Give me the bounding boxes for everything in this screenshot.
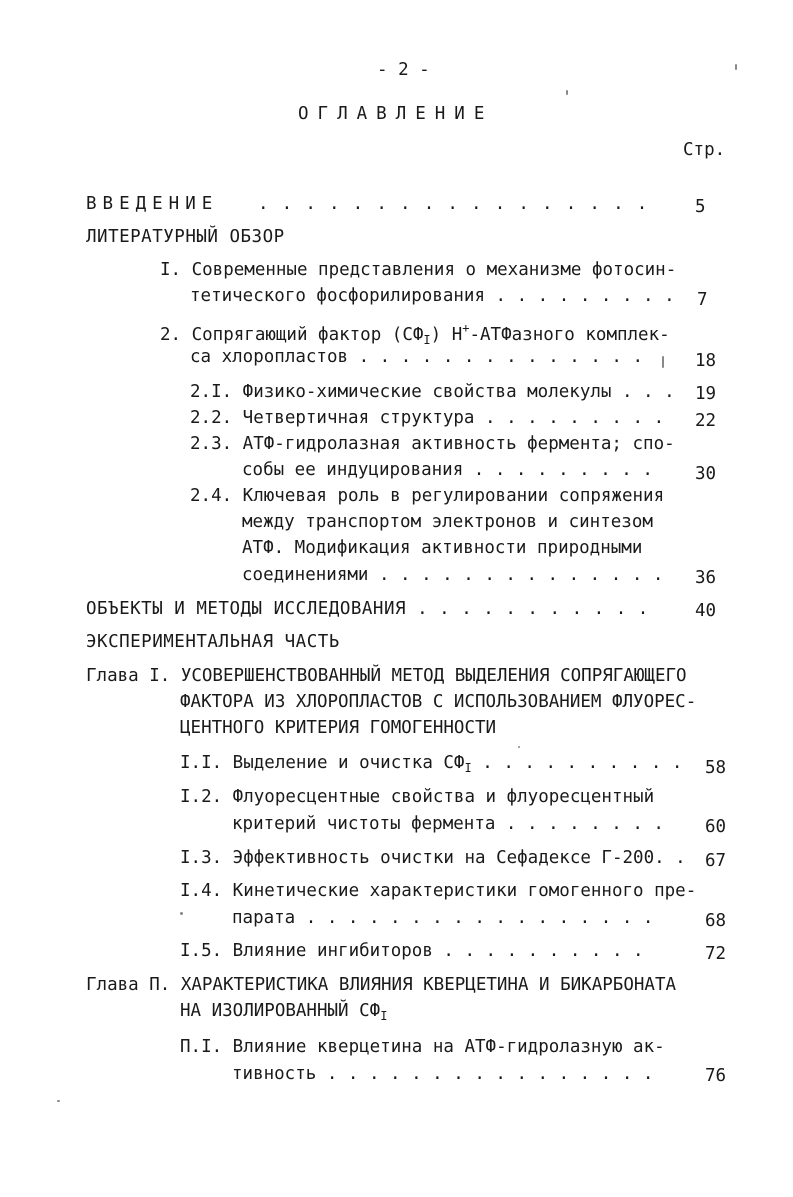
toc-ch2-line2-sub: I — [380, 1009, 388, 1023]
toc-c14-line1: I.4. Кинетические характеристики гомогенного пре- — [180, 881, 697, 901]
page-number: - 2 - — [377, 60, 430, 80]
toc-c21-page: 76 — [705, 1066, 727, 1086]
toc-c21-line2: тивность . . . . . . . . . . . . . . . . — [232, 1064, 654, 1084]
toc-ch2-line2 — [180, 1003, 387, 1022]
toc-title: ОГЛАВЛЕНИЕ — [298, 104, 494, 124]
scan-speck — [57, 1100, 60, 1102]
toc-c14-line2: парата . . . . . . . . . . . . . . . . . — [232, 908, 654, 928]
toc-s24-line2: между транспортом электронов и синтезом — [242, 512, 653, 532]
toc-intro-label: ВВЕДЕНИЕ — [86, 194, 219, 214]
toc-s2-line1-b: ) Н — [430, 325, 463, 345]
toc-intro-dots: . . . . . . . . . . . . . . . . . — [258, 194, 649, 214]
toc-c12-line2: критерий чистоты фермента . . . . . . . . — [232, 814, 664, 834]
toc-s2-line1 — [160, 322, 670, 346]
page-column-header: Стр. — [683, 140, 726, 160]
toc-objects-label: ОБЪЕКТЫ И МЕТОДЫ ИССЛЕДОВАНИЯ . . . . . . . . . . . — [86, 599, 649, 619]
toc-s2-page: 18 — [695, 351, 717, 371]
toc-ch2-line2-a: НА ИЗОЛИРОВАННЫЙ СФ — [180, 1001, 381, 1021]
toc-c11-page: 58 — [705, 758, 727, 778]
toc-s22-page: 22 — [695, 411, 717, 431]
toc-s23-line1: 2.3. АТФ-гидролазная активность фермента; спо- — [190, 434, 675, 454]
toc-c11-sub: I — [464, 761, 472, 775]
toc-ch1-line1: Глава I. УСОВЕРШЕНСТВОВАННЫЙ МЕТОД ВЫДЕЛЕНИЯ СОПРЯГАЮЩЕГО — [86, 666, 687, 686]
toc-objects-page: 40 — [695, 601, 717, 621]
toc-c15-page: 72 — [705, 944, 727, 964]
toc-s2-line1-c: -АТФазного комплек- — [469, 325, 670, 345]
toc-c13-page: 67 — [705, 851, 727, 871]
scan-speck — [566, 90, 568, 95]
toc-c21-line1: П.I. Влияние кверцетина на АТФ-гидролазную ак- — [180, 1037, 665, 1057]
scan-speck — [735, 64, 737, 70]
toc-s2-line2: са хлоропластов . . . . . . . . . . . . . . — [190, 347, 644, 367]
scan-speck — [180, 912, 183, 915]
toc-c13-text: I.3. Эффективность очистки на Сефадексе Г-200. . — [180, 848, 686, 868]
toc-s22-text: 2.2. Четвертичная структура . . . . . . . . . — [190, 408, 665, 428]
toc-c12-line1: I.2. Флуоресцентные свойства и флуоресцентный — [180, 787, 655, 807]
toc-s21-text: 2.I. Физико-химические свойства молекулы . . . — [190, 382, 675, 402]
toc-s1-page: 7 — [697, 290, 708, 310]
toc-lit-label: ЛИТЕРАТУРНЫЙ ОБЗОР — [86, 227, 285, 247]
scan-speck — [518, 746, 520, 748]
toc-c11-text — [180, 755, 682, 774]
toc-exp-label: ЭКСПЕРИМЕНТАЛЬНАЯ ЧАСТЬ — [86, 632, 340, 652]
scan-speck — [662, 356, 664, 368]
toc-c11-text-b: . . . . . . . . . . — [471, 753, 683, 773]
toc-s1-line1: I. Современные представления о механизме фотосин- — [160, 260, 677, 280]
toc-s2-line1-sup: + — [462, 321, 470, 335]
toc-s24-line1: 2.4. Ключевая роль в регулировании сопряжения — [190, 486, 665, 506]
toc-intro-page: 5 — [695, 197, 706, 217]
toc-s1-line2: тетического фосфорилирования . . . . . . . . . — [190, 286, 675, 306]
toc-c15-text: I.5. Влияние ингибиторов . . . . . . . . . . — [180, 941, 644, 961]
toc-s2-line1-sub: I — [423, 333, 431, 347]
toc-c14-page: 68 — [705, 911, 727, 931]
toc-s24-line3: АТФ. Модификация активности природными — [242, 538, 643, 558]
toc-ch1-line3: ЦЕНТНОГО КРИТЕРИЯ ГОМОГЕННОСТИ — [180, 718, 497, 738]
toc-ch2-line1: Глава П. ХАРАКТЕРИСТИКА ВЛИЯНИЯ КВЕРЦЕТИНА И БИКАРБОНАТА — [86, 975, 677, 995]
toc-s23-page: 30 — [695, 464, 717, 484]
toc-s24-page: 36 — [695, 568, 717, 588]
toc-ch1-line2: ФАКТОРА ИЗ ХЛОРОПЛАСТОВ С ИСПОЛЬЗОВАНИЕМ ФЛУОРЕС- — [180, 692, 697, 712]
toc-s24-line4: соединениями . . . . . . . . . . . . . . — [242, 565, 664, 585]
toc-s2-line1-a: 2. Сопрягающий фактор (СФ — [160, 325, 424, 345]
toc-s21-page: 19 — [695, 384, 717, 404]
toc-s23-line2: собы ее индуцирования . . . . . . . . . — [242, 460, 653, 480]
toc-c11-text-a: I.I. Выделение и очистка СФ — [180, 753, 465, 773]
toc-c12-page: 60 — [705, 817, 727, 837]
